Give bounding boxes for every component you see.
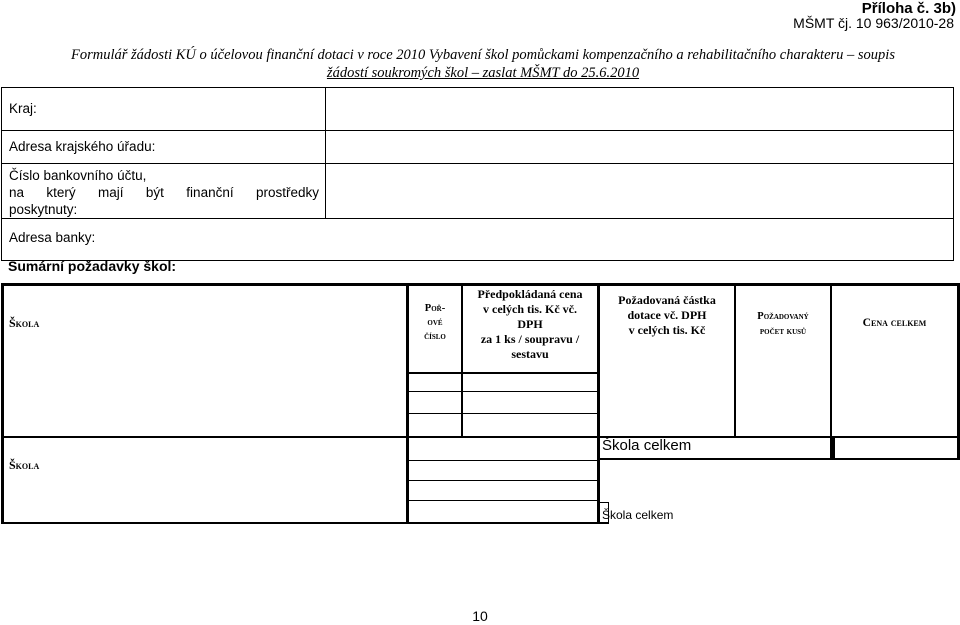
row-school-label: Škola — [9, 458, 40, 472]
bank-account-line-2: na který mají být finanční prostředky — [9, 185, 319, 200]
info-column-divider — [325, 88, 326, 218]
bank-account-label — [9, 167, 319, 218]
row-line-7 — [406, 500, 598, 501]
office-address-row — [2, 131, 953, 164]
header-order-line-2: ové — [427, 317, 443, 328]
header-total-price: Cena celkem — [862, 317, 927, 329]
col-divider-1 — [406, 283, 409, 524]
region-label: Kraj: — [9, 101, 37, 116]
total-box-bottom — [832, 458, 960, 460]
bank-address-label: Adresa banky: — [9, 230, 96, 245]
row-line-4 — [1, 436, 960, 438]
row-line-3 — [406, 413, 598, 414]
row-line-1 — [406, 372, 598, 374]
title-line-1: Formulář žádosti KÚ o účelovou finanční dotaci v roce 2010 Vybavení škol pomůckami kompenzačního a rehabilitačního charakteru – soupis — [71, 47, 895, 63]
attachment-label: Příloha č. 3b) — [861, 0, 956, 17]
table-top-border — [1, 283, 959, 286]
requests-table — [1, 283, 959, 524]
header-order-line-3: číslo — [424, 331, 446, 342]
header-grant-line-3: v celých tis. Kč — [628, 323, 706, 337]
header-order-line-1: Poř- — [424, 303, 446, 314]
header-order-number — [411, 302, 459, 344]
row-line-2 — [406, 391, 598, 392]
bank-account-line-3: poskytnuty: — [9, 202, 78, 217]
header-school: Škola — [9, 316, 40, 330]
header-grant-line-1: Požadovaná částka — [618, 293, 716, 307]
row-line-6 — [406, 480, 598, 481]
col-divider-5 — [830, 283, 832, 438]
header-price-line-3: DPH — [517, 317, 543, 331]
school-total-large: Škola celkem — [602, 437, 692, 454]
office-address-label: Adresa krajského úřadu: — [9, 139, 156, 154]
header-count-line-2: počet kusů — [759, 326, 807, 337]
applicant-info-box — [1, 87, 954, 261]
school-total-underline — [598, 458, 831, 460]
header-count-line-1: Požadovaný — [757, 311, 809, 322]
header-price-line-2: v celých tis. Kč vč. — [483, 302, 577, 316]
table-bottom-border — [1, 522, 609, 524]
reference-number: MŠMT čj. 10 963/2010-28 — [793, 15, 954, 31]
row-line-5 — [406, 460, 598, 461]
header-price-line-4: za 1 ks / soupravu / — [480, 332, 580, 346]
header-requested-count — [736, 309, 830, 339]
header-requested-grant — [600, 293, 734, 338]
header-price-line-1: Předpokládaná cena — [477, 287, 583, 301]
region-row — [2, 88, 953, 131]
col-divider-4 — [734, 283, 736, 438]
header-grant-line-2: dotace vč. DPH — [627, 308, 707, 322]
table-left-border — [1, 283, 4, 524]
summary-label: Sumární požadavky škol: — [8, 258, 177, 274]
form-title — [20, 46, 946, 82]
school-total-small: Škola celkem — [602, 508, 674, 522]
page-number: 10 — [472, 608, 488, 624]
header-price-line-5: sestavu — [511, 347, 549, 361]
header-estimated-price — [463, 287, 597, 362]
title-line-2: žádostí soukromých škol – zaslat MŠMT do 25.6.2010 — [326, 65, 640, 81]
bank-address-row — [2, 219, 953, 259]
bank-account-row — [2, 164, 953, 219]
bank-account-line-1: Číslo bankovního účtu, — [9, 168, 147, 183]
total-box-left — [832, 436, 835, 460]
